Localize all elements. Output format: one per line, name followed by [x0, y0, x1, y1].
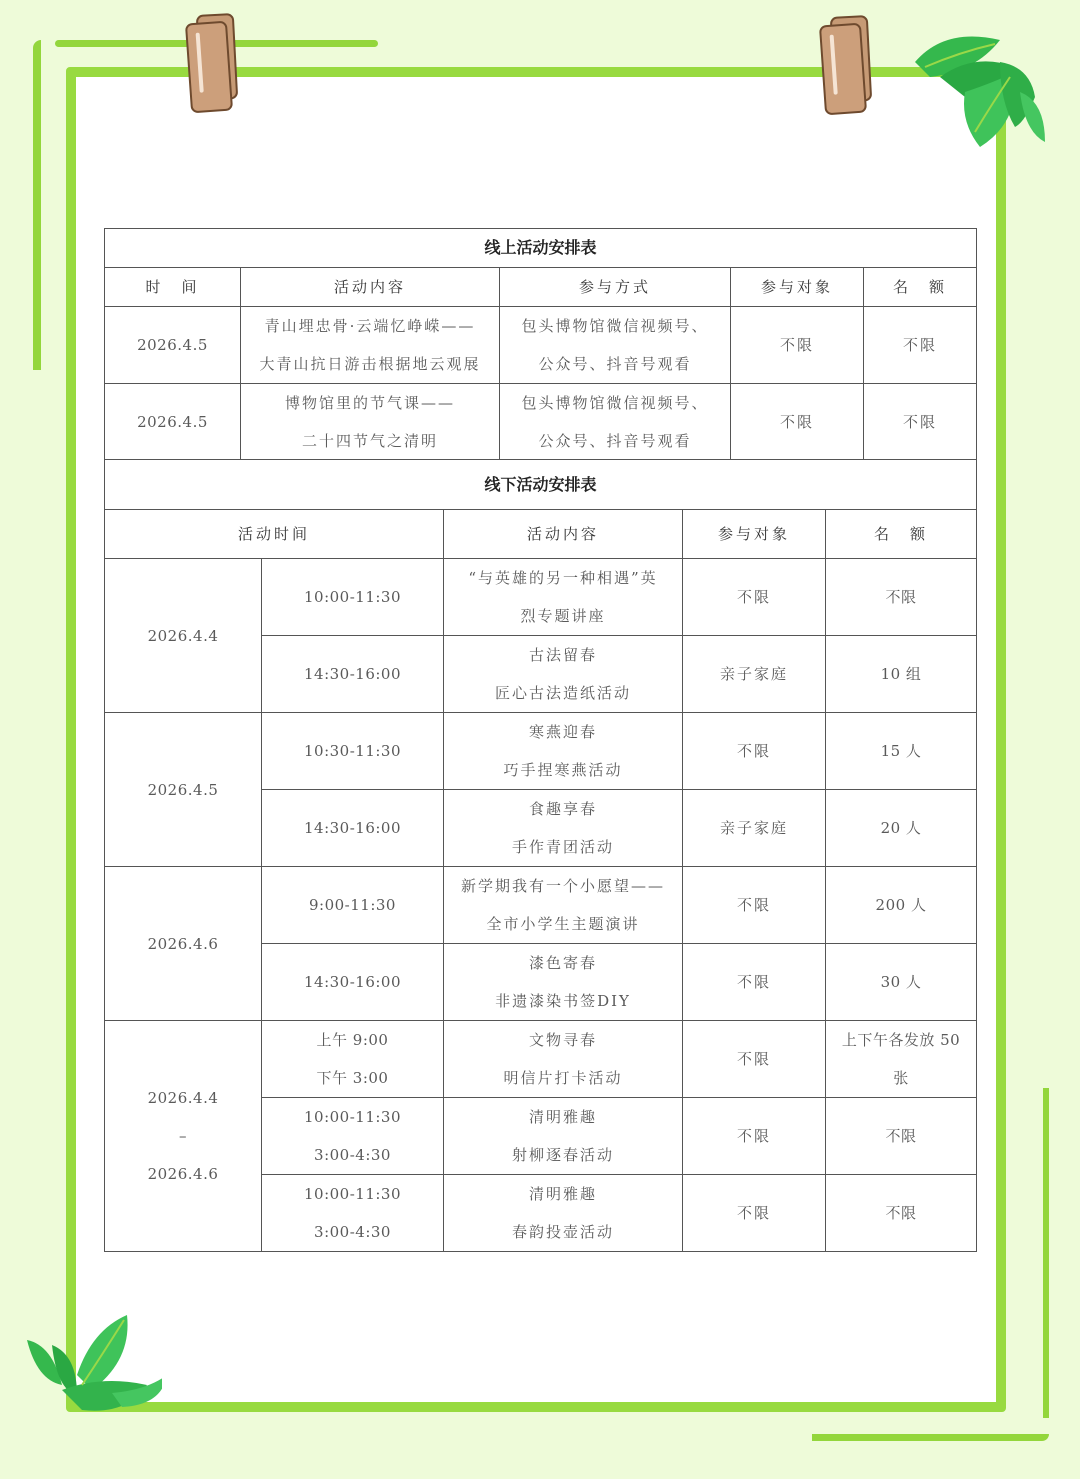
cell-quota: 20 人 — [826, 790, 977, 867]
cell-content: 食趣享春 手作青团活动 — [444, 790, 683, 867]
cell-content: 清明雅趣 春韵投壶活动 — [444, 1175, 683, 1252]
cell-audience: 不限 — [683, 713, 826, 790]
table-row — [105, 867, 977, 944]
cell-quota: 200 人 — [826, 867, 977, 944]
header-content: 活动内容 — [241, 268, 500, 307]
offline-table-title: 线下活动安排表 — [105, 460, 977, 510]
cell-time: 10:00-11:30 3:00-4:30 — [262, 1175, 444, 1252]
cell-quota: 10 组 — [826, 636, 977, 713]
header-activity-time: 活动时间 — [105, 510, 444, 559]
cell-time: 2026.4.5 — [105, 307, 241, 384]
cell-audience: 不限 — [683, 944, 826, 1021]
clothespin-icon — [188, 14, 228, 106]
cell-time: 10:30-11:30 — [262, 713, 444, 790]
cell-audience: 不限 — [683, 1021, 826, 1098]
cell-content: 清明雅趣 射柳逐春活动 — [444, 1098, 683, 1175]
cell-quota: 15 人 — [826, 713, 977, 790]
cell-date-range: 2026.4.4 – 2026.4.6 — [105, 1021, 262, 1252]
cell-time: 9:00-11:30 — [262, 867, 444, 944]
cell-audience: 不限 — [683, 559, 826, 636]
cell-time: 上午 9:00 下午 3:00 — [262, 1021, 444, 1098]
cell-content: 文物寻春 明信片打卡活动 — [444, 1021, 683, 1098]
table-row — [105, 713, 977, 790]
cell-quota: 上下午各发放 50 张 — [826, 1021, 977, 1098]
cell-date: 2026.4.5 — [105, 713, 262, 867]
header-quota: 名 额 — [826, 510, 977, 559]
cell-content: 新学期我有一个小愿望—— 全市小学生主题演讲 — [444, 867, 683, 944]
online-activity-table — [104, 228, 977, 461]
cell-audience: 不限 — [683, 1098, 826, 1175]
cell-content: 青山埋忠骨·云端忆峥嵘—— 大青山抗日游击根据地云观展 — [241, 307, 500, 384]
offline-activity-table — [104, 459, 977, 1252]
cell-quota: 不限 — [826, 1175, 977, 1252]
cell-time: 14:30-16:00 — [262, 790, 444, 867]
header-quota: 名 额 — [864, 268, 977, 307]
cell-audience: 不限 — [731, 307, 864, 384]
cell-method: 包头博物馆微信视频号、 公众号、抖音号观看 — [500, 384, 731, 461]
cell-time: 14:30-16:00 — [262, 636, 444, 713]
header-audience: 参与对象 — [683, 510, 826, 559]
cell-content: 古法留春 匠心古法造纸活动 — [444, 636, 683, 713]
header-method: 参与方式 — [500, 268, 731, 307]
cell-content: 漆色寄春 非遗漆染书签DIY — [444, 944, 683, 1021]
leaf-cluster-icon — [905, 22, 1055, 152]
cell-method: 包头博物馆微信视频号、 公众号、抖音号观看 — [500, 307, 731, 384]
cell-audience: 不限 — [683, 867, 826, 944]
table-row — [105, 559, 977, 636]
table-row — [105, 1021, 977, 1098]
cell-date: 2026.4.4 — [105, 559, 262, 713]
cell-quota: 不限 — [864, 307, 977, 384]
leaf-cluster-icon — [22, 1315, 162, 1415]
cell-quota: 不限 — [864, 384, 977, 461]
cell-time: 10:00-11:30 3:00-4:30 — [262, 1098, 444, 1175]
frame-sketch-left — [33, 40, 41, 370]
cell-audience: 亲子家庭 — [683, 636, 826, 713]
cell-time: 14:30-16:00 — [262, 944, 444, 1021]
cell-content: 寒燕迎春 巧手捏寒燕活动 — [444, 713, 683, 790]
cell-date: 2026.4.6 — [105, 867, 262, 1021]
cell-audience: 不限 — [731, 384, 864, 461]
cell-audience: 亲子家庭 — [683, 790, 826, 867]
cell-quota: 不限 — [826, 1098, 977, 1175]
cell-time: 10:00-11:30 — [262, 559, 444, 636]
cell-content: 博物馆里的节气课—— 二十四节气之清明 — [241, 384, 500, 461]
table-row — [105, 307, 977, 384]
clothespin-icon — [822, 16, 862, 108]
cell-quota: 不限 — [826, 559, 977, 636]
header-content: 活动内容 — [444, 510, 683, 559]
cell-quota: 30 人 — [826, 944, 977, 1021]
table-row — [105, 384, 977, 461]
cell-content: “与英雄的另一种相遇”英 烈专题讲座 — [444, 559, 683, 636]
cell-audience: 不限 — [683, 1175, 826, 1252]
frame-sketch-bottom — [812, 1434, 1049, 1441]
cell-time: 2026.4.5 — [105, 384, 241, 461]
frame-sketch-right — [1043, 1088, 1049, 1418]
header-time: 时 间 — [105, 268, 241, 307]
header-audience: 参与对象 — [731, 268, 864, 307]
online-table-title: 线上活动安排表 — [105, 229, 977, 268]
